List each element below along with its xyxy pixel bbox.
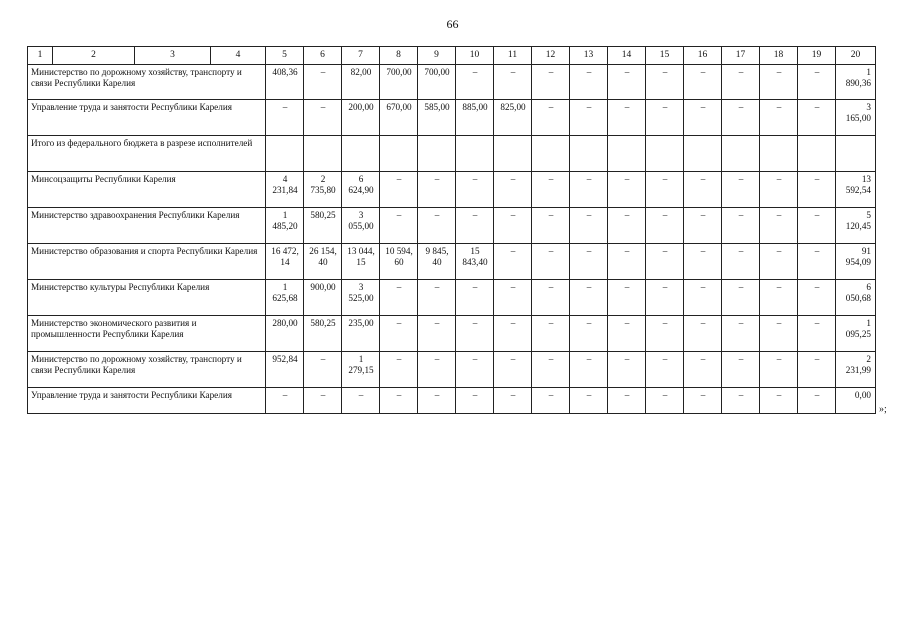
executor-name-cell: Итого из федерального бюджета в разрезе исполнителей	[28, 136, 266, 172]
value-cell: –	[798, 244, 836, 280]
value-cell: –	[722, 65, 760, 100]
value-cell: 16 472, 14	[266, 244, 304, 280]
value-cell: –	[570, 65, 608, 100]
value-cell: –	[380, 280, 418, 316]
table-row	[28, 136, 876, 172]
total-cell: 5 120,45	[836, 208, 876, 244]
value-cell	[418, 136, 456, 172]
value-cell: –	[532, 388, 570, 414]
closing-quote-mark: »;	[879, 404, 887, 415]
value-cell: –	[494, 388, 532, 414]
table-row	[28, 208, 876, 244]
value-cell: –	[646, 388, 684, 414]
value-cell	[494, 136, 532, 172]
value-cell: 3 055,00	[342, 208, 380, 244]
value-cell: –	[570, 388, 608, 414]
value-cell	[798, 136, 836, 172]
header-cell: 15	[646, 47, 684, 65]
value-cell: 670,00	[380, 100, 418, 136]
table-row	[28, 352, 876, 388]
value-cell: –	[684, 352, 722, 388]
value-cell: –	[646, 100, 684, 136]
value-cell: –	[608, 388, 646, 414]
value-cell: –	[570, 100, 608, 136]
page-number: 66	[446, 17, 459, 31]
value-cell: 580,25	[304, 316, 342, 352]
value-cell: –	[570, 244, 608, 280]
header-cell: 6	[304, 47, 342, 65]
value-cell: –	[722, 100, 760, 136]
executor-name-cell: Управление труда и занятости Республики Карелия	[28, 388, 266, 414]
value-cell: –	[608, 280, 646, 316]
value-cell: –	[304, 388, 342, 414]
value-cell: –	[456, 172, 494, 208]
value-cell: –	[266, 388, 304, 414]
value-cell: –	[760, 352, 798, 388]
value-cell: 885,00	[456, 100, 494, 136]
value-cell: 952,84	[266, 352, 304, 388]
value-cell: –	[380, 208, 418, 244]
value-cell: –	[760, 244, 798, 280]
value-cell: 1 625,68	[266, 280, 304, 316]
value-cell: 4 231,84	[266, 172, 304, 208]
value-cell: –	[798, 316, 836, 352]
value-cell: –	[684, 100, 722, 136]
value-cell: 1 485,20	[266, 208, 304, 244]
value-cell	[304, 136, 342, 172]
value-cell: 408,36	[266, 65, 304, 100]
value-cell	[608, 136, 646, 172]
value-cell: 82,00	[342, 65, 380, 100]
value-cell: 585,00	[418, 100, 456, 136]
value-cell: 9 845, 40	[418, 244, 456, 280]
table-row	[28, 388, 876, 414]
value-cell: –	[494, 316, 532, 352]
value-cell: –	[722, 388, 760, 414]
value-cell: –	[494, 244, 532, 280]
value-cell: –	[494, 280, 532, 316]
value-cell: –	[342, 388, 380, 414]
value-cell: –	[722, 172, 760, 208]
value-cell: –	[684, 172, 722, 208]
value-cell: –	[456, 352, 494, 388]
value-cell: –	[418, 208, 456, 244]
executor-name-cell: Управление труда и занятости Республики Карелия	[28, 100, 266, 136]
value-cell: –	[418, 352, 456, 388]
value-cell: –	[570, 172, 608, 208]
value-cell: –	[684, 244, 722, 280]
value-cell: 26 154, 40	[304, 244, 342, 280]
value-cell: –	[532, 244, 570, 280]
value-cell: –	[646, 280, 684, 316]
value-cell	[760, 136, 798, 172]
value-cell: –	[456, 208, 494, 244]
value-cell: –	[532, 352, 570, 388]
value-cell: –	[418, 280, 456, 316]
value-cell: 825,00	[494, 100, 532, 136]
value-cell: –	[266, 100, 304, 136]
header-cell: 4	[211, 47, 266, 65]
value-cell: –	[418, 388, 456, 414]
header-cell: 1	[28, 47, 53, 65]
value-cell: –	[722, 280, 760, 316]
value-cell: –	[646, 244, 684, 280]
value-cell: 900,00	[304, 280, 342, 316]
value-cell: –	[798, 100, 836, 136]
executor-name-cell: Министерство по дорожному хозяйству, транспорту и связи Республики Карелия	[28, 352, 266, 388]
value-cell: 10 594, 60	[380, 244, 418, 280]
executor-name-cell: Министерство здравоохранения Республики Карелия	[28, 208, 266, 244]
executor-name-cell: Минсоцзащиты Республики Карелия	[28, 172, 266, 208]
value-cell	[684, 136, 722, 172]
value-cell: –	[760, 100, 798, 136]
value-cell: –	[532, 208, 570, 244]
value-cell: –	[722, 352, 760, 388]
value-cell: 1 279,15	[342, 352, 380, 388]
table-row	[28, 100, 876, 136]
total-cell: 1 095,25	[836, 316, 876, 352]
value-cell: –	[608, 172, 646, 208]
value-cell: –	[608, 244, 646, 280]
total-cell	[836, 136, 876, 172]
value-cell	[380, 136, 418, 172]
value-cell: –	[570, 352, 608, 388]
header-row	[28, 47, 876, 65]
value-cell: 580,25	[304, 208, 342, 244]
value-cell: 3 525,00	[342, 280, 380, 316]
value-cell: –	[494, 208, 532, 244]
value-cell: 280,00	[266, 316, 304, 352]
value-cell: 700,00	[380, 65, 418, 100]
header-cell: 8	[380, 47, 418, 65]
header-cell: 20	[836, 47, 876, 65]
value-cell: 15 843,40	[456, 244, 494, 280]
executor-name-cell: Министерство культуры Республики Карелия	[28, 280, 266, 316]
value-cell: –	[456, 388, 494, 414]
value-cell: –	[494, 352, 532, 388]
value-cell: –	[684, 208, 722, 244]
value-cell: –	[760, 172, 798, 208]
value-cell: –	[304, 100, 342, 136]
value-cell: –	[798, 208, 836, 244]
table-row	[28, 65, 876, 100]
table-row	[28, 316, 876, 352]
header-cell: 3	[135, 47, 211, 65]
value-cell: 13 044, 15	[342, 244, 380, 280]
value-cell: –	[646, 208, 684, 244]
value-cell: –	[608, 352, 646, 388]
value-cell: –	[760, 388, 798, 414]
value-cell: –	[684, 280, 722, 316]
executor-name-cell: Министерство экономического развития и промышленности Республики Карелия	[28, 316, 266, 352]
value-cell: –	[380, 172, 418, 208]
table-row	[28, 244, 876, 280]
value-cell: –	[380, 316, 418, 352]
value-cell: –	[722, 208, 760, 244]
value-cell: –	[684, 316, 722, 352]
value-cell: –	[418, 316, 456, 352]
value-cell	[266, 136, 304, 172]
value-cell: –	[570, 316, 608, 352]
value-cell: –	[646, 316, 684, 352]
value-cell: –	[798, 352, 836, 388]
value-cell: –	[608, 100, 646, 136]
value-cell	[722, 136, 760, 172]
value-cell	[570, 136, 608, 172]
header-cell: 12	[532, 47, 570, 65]
executor-name-cell: Министерство образования и спорта Республики Карелия	[28, 244, 266, 280]
value-cell: –	[570, 280, 608, 316]
value-cell: –	[532, 100, 570, 136]
header-cell: 14	[608, 47, 646, 65]
value-cell: 700,00	[418, 65, 456, 100]
value-cell: –	[532, 65, 570, 100]
value-cell: 2 735,80	[304, 172, 342, 208]
header-cell: 16	[684, 47, 722, 65]
total-cell: 2 231,99	[836, 352, 876, 388]
value-cell: –	[304, 352, 342, 388]
value-cell	[342, 136, 380, 172]
value-cell: –	[798, 172, 836, 208]
value-cell	[646, 136, 684, 172]
value-cell: –	[418, 172, 456, 208]
value-cell: –	[608, 208, 646, 244]
value-cell: –	[456, 65, 494, 100]
total-cell: 0,00	[836, 388, 876, 414]
header-cell: 19	[798, 47, 836, 65]
value-cell	[532, 136, 570, 172]
value-cell: –	[532, 316, 570, 352]
value-cell: –	[646, 352, 684, 388]
value-cell: –	[532, 280, 570, 316]
value-cell: 235,00	[342, 316, 380, 352]
value-cell: –	[494, 172, 532, 208]
total-cell: 3 165,00	[836, 100, 876, 136]
executor-name-cell: Министерство по дорожному хозяйству, транспорту и связи Республики Карелия	[28, 65, 266, 100]
value-cell: –	[456, 280, 494, 316]
value-cell: –	[608, 316, 646, 352]
value-cell: –	[760, 280, 798, 316]
header-cell: 2	[53, 47, 135, 65]
value-cell: –	[760, 316, 798, 352]
value-cell: 200,00	[342, 100, 380, 136]
value-cell: –	[494, 65, 532, 100]
budget-table	[27, 46, 876, 414]
total-cell: 13 592,54	[836, 172, 876, 208]
value-cell: –	[570, 208, 608, 244]
value-cell: –	[646, 172, 684, 208]
value-cell: –	[760, 65, 798, 100]
header-cell: 13	[570, 47, 608, 65]
value-cell: –	[684, 388, 722, 414]
value-cell	[456, 136, 494, 172]
value-cell: –	[722, 316, 760, 352]
value-cell: –	[608, 65, 646, 100]
value-cell: –	[684, 65, 722, 100]
value-cell: –	[798, 65, 836, 100]
header-cell: 7	[342, 47, 380, 65]
value-cell: –	[760, 208, 798, 244]
total-cell: 1 890,36	[836, 65, 876, 100]
header-cell: 11	[494, 47, 532, 65]
value-cell: –	[380, 352, 418, 388]
header-cell: 10	[456, 47, 494, 65]
total-cell: 6 050,68	[836, 280, 876, 316]
value-cell: –	[798, 280, 836, 316]
header-cell: 17	[722, 47, 760, 65]
value-cell: –	[456, 316, 494, 352]
header-cell: 18	[760, 47, 798, 65]
header-cell: 9	[418, 47, 456, 65]
value-cell: –	[798, 388, 836, 414]
table-row	[28, 280, 876, 316]
value-cell: –	[722, 244, 760, 280]
value-cell: 6 624,90	[342, 172, 380, 208]
header-cell: 5	[266, 47, 304, 65]
value-cell: –	[380, 388, 418, 414]
value-cell: –	[532, 172, 570, 208]
total-cell: 91 954,09	[836, 244, 876, 280]
table-row	[28, 172, 876, 208]
value-cell: –	[646, 65, 684, 100]
value-cell: –	[304, 65, 342, 100]
